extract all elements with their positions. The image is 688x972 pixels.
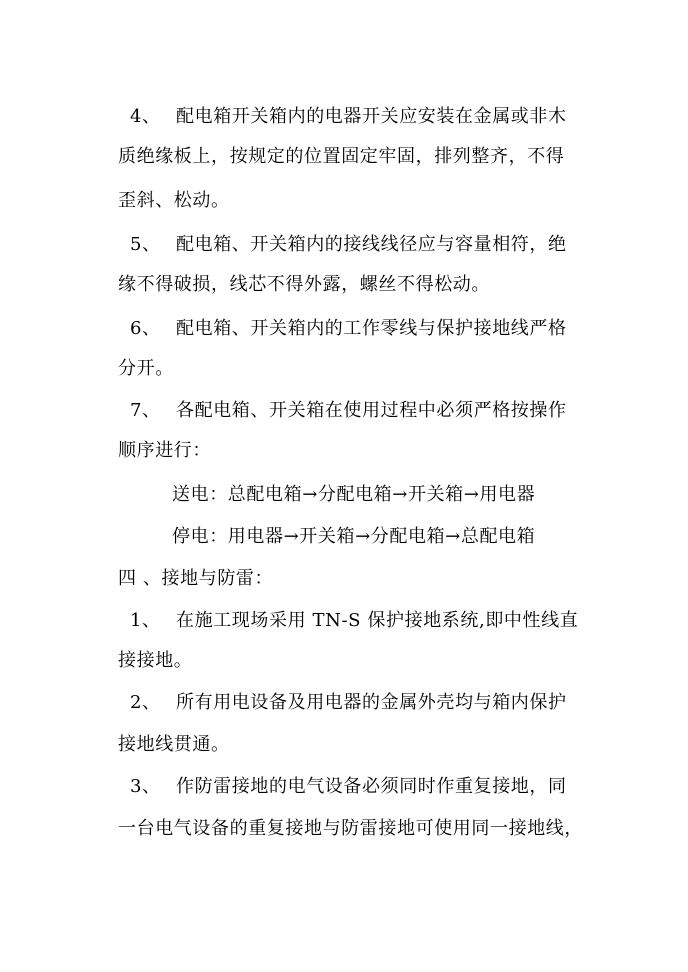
- item-4-line-2: 质绝缘板上，按规定的位置固定牢固，排列整齐，不得: [118, 146, 565, 167]
- section-4-item-3-line-1: [118, 776, 567, 798]
- item-5-text-1: 配电箱、开关箱内的接线线径应与容量相符，绝: [176, 234, 567, 255]
- item-4-number: 4、: [130, 106, 161, 127]
- item-5-number: 5、: [130, 234, 161, 255]
- section-4-item-3-number: 3、: [130, 776, 161, 797]
- section-4-item-1-line-2: 接接地。: [118, 650, 193, 671]
- section-4-item-2-line-2: 接地线贯通。: [118, 734, 230, 755]
- item-7-line-2: 顺序进行：: [118, 440, 211, 461]
- section-4-item-1-line-1: [118, 610, 578, 632]
- power-on-sequence: 送电：总配电箱→分配电箱→开关箱→用电器: [172, 484, 536, 505]
- section-4-item-1-number: 1、: [130, 610, 161, 631]
- item-7-number: 7、: [130, 400, 161, 421]
- item-4-text-1: 配电箱开关箱内的电器开关应安装在金属或非木: [176, 106, 567, 127]
- item-6-line-1: [118, 318, 567, 340]
- section-4-item-3-text-1: 作防雷接地的电气设备必须同时作重复接地，同: [176, 776, 567, 797]
- item-5-line-1: [118, 234, 567, 256]
- item-6-text-1: 配电箱、开关箱内的工作零线与保护接地线严格: [176, 318, 567, 339]
- section-4-item-2-text-1: 所有用电设备及用电器的金属外壳均与箱内保护: [176, 692, 567, 713]
- item-4-line-3: 歪斜、松动。: [118, 190, 230, 211]
- item-4-line-1: [118, 106, 567, 128]
- item-5-line-2: 缘不得破损，线芯不得外露，螺丝不得松动。: [118, 274, 490, 295]
- section-4-item-3-line-2: 一台电气设备的重复接地与防雷接地可使用同一接地线，: [118, 818, 583, 839]
- section-4-item-2-line-1: [118, 692, 567, 714]
- item-6-number: 6、: [130, 318, 161, 339]
- section-4-heading: 四 、接地与防雷：: [118, 568, 274, 589]
- item-7-line-1: [118, 400, 567, 422]
- item-6-line-2: 分开。: [118, 358, 174, 379]
- item-7-text-1: 各配电箱、开关箱在使用过程中必须严格按操作: [176, 400, 567, 421]
- power-off-sequence: 停电：用电器→开关箱→分配电箱→总配电箱: [172, 526, 536, 547]
- section-4-item-2-number: 2、: [130, 692, 161, 713]
- section-4-item-1-text-1: 在施工现场采用 TN-S 保护接地系统,即中性线直: [176, 610, 579, 631]
